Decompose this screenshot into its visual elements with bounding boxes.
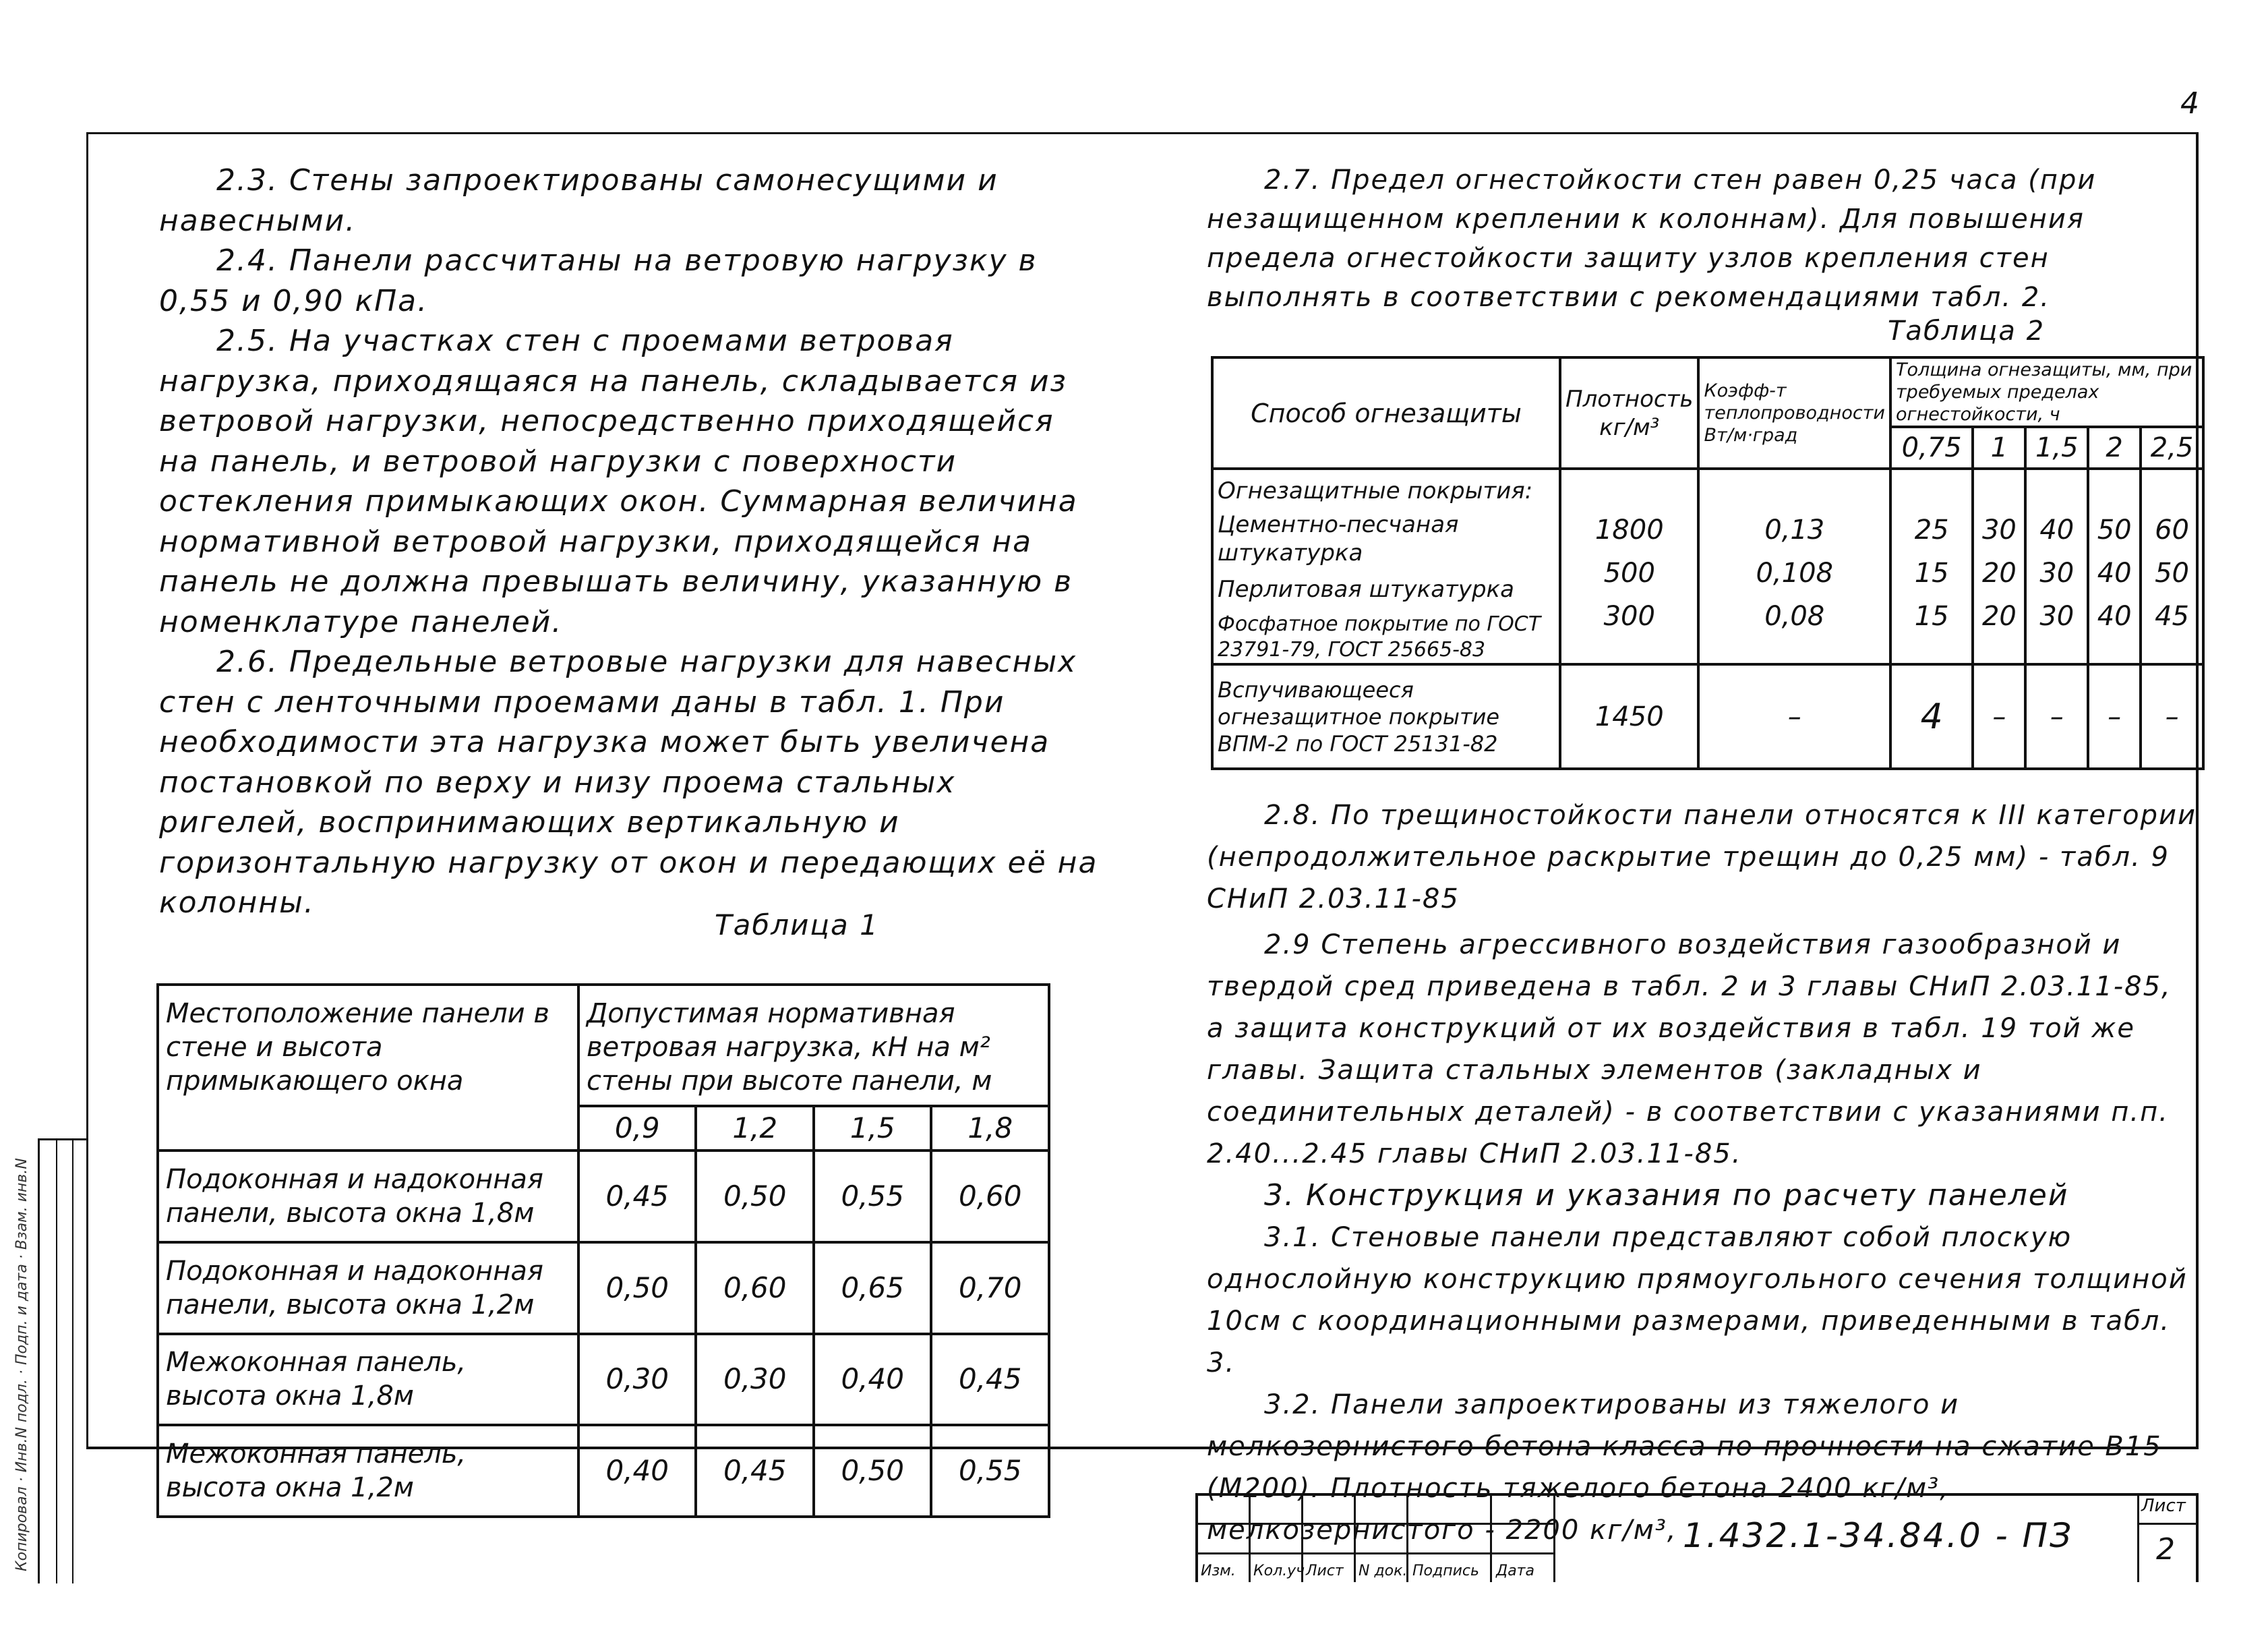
table2-cell: 40 bbox=[2097, 601, 2132, 632]
table1-cell: 0,65 bbox=[814, 1242, 931, 1334]
stamp-label: Кол.уч bbox=[1253, 1563, 1305, 1579]
table2-cell: 45 bbox=[2155, 601, 2190, 632]
table1-cell: 0,55 bbox=[931, 1425, 1049, 1517]
table1-cell: 0,60 bbox=[696, 1242, 813, 1334]
table2-cell: 40 bbox=[2097, 558, 2132, 589]
table1-row-label: Межоконная панель, высота окна 1,8м bbox=[158, 1334, 578, 1426]
paragraph-2-3: 2.3. Стены запроектированы самонесущими и навесными. bbox=[159, 163, 998, 238]
table2-density-cell bbox=[1560, 469, 1698, 664]
table2-cell: 30 bbox=[2039, 558, 2075, 589]
sheet-box-line bbox=[2139, 1523, 2199, 1525]
table1-cell: 0,45 bbox=[931, 1334, 1049, 1426]
paragraph-3-2: 3.2. Панели запроектированы из тяжелого и мелкозернистого бетона класса по прочности на сжатие В15 (М200). Плотность тяжелого бетона 2400 кг/м³, мелкозернистого - 2200 кг/м³, bbox=[1207, 1389, 2162, 1546]
table2-group-title: Огнезащитные покрытия: bbox=[1218, 477, 1533, 504]
table2-cell: 30 bbox=[1981, 515, 2017, 546]
table2-cell: 40 bbox=[2039, 515, 2075, 546]
stamp-label: N док. bbox=[1359, 1563, 1408, 1579]
section-3-heading: 3. Конструкция и указания по расчету панелей bbox=[1264, 1178, 2069, 1213]
sheet-number: 2 bbox=[2156, 1532, 2175, 1567]
table2-cell: – bbox=[2025, 664, 2088, 769]
paragraph-2-4: 2.4. Панели рассчитаны на ветровую нагрузку в 0,55 и 0,90 кПа. bbox=[159, 243, 1038, 318]
table2-head-method: Способ огнезащиты bbox=[1212, 357, 1560, 469]
paragraph-3-1: 3.1. Стеновые панели представляют собой плоскую однослойную конструкцию прямоугольного сечения толщиной 10см с координационными размерами, приведенными в табл. 3. bbox=[1207, 1222, 2188, 1378]
table2-row-name: Фосфатное покрытие по ГОСТ 23791-79, ГОСТ 25665-83 bbox=[1218, 612, 1541, 662]
table2-cell: – bbox=[2141, 664, 2203, 769]
table-row bbox=[1212, 664, 2203, 769]
table2-limit: 1 bbox=[1973, 427, 2025, 469]
table2-col bbox=[2141, 469, 2203, 664]
document-code: 1.432.1-34.84.0 - ПЗ bbox=[1683, 1516, 2074, 1555]
table1-cell: 0,45 bbox=[578, 1151, 696, 1242]
stamp-label: Лист bbox=[1306, 1563, 1344, 1579]
table2-cell: 25 bbox=[1914, 515, 1949, 546]
stamp-label: Подпись bbox=[1412, 1563, 1479, 1579]
table2-limit: 2,5 bbox=[2141, 427, 2203, 469]
table1-head-location: Местоположение панели в стене и высота примыкающего окна bbox=[158, 985, 578, 1151]
table-row bbox=[158, 1425, 1049, 1517]
table2-col bbox=[2088, 469, 2141, 664]
table1-row-label: Подоконная и надоконная панели, высота окна 1,2м bbox=[158, 1242, 578, 1334]
right-column-bottom bbox=[1207, 794, 2198, 1551]
table2-row-name: Вспучивающееся огнезащитное покрытие ВПМ-2 по ГОСТ 25131-82 bbox=[1212, 664, 1560, 769]
table1-cell: 0,55 bbox=[814, 1151, 931, 1242]
binding-strip-text: Копировал · Инв.N подл. · Подп. и дата · Взам. инв.N bbox=[13, 1158, 30, 1571]
table1-cell: 0,45 bbox=[696, 1425, 813, 1517]
table2-col bbox=[1890, 469, 1973, 664]
paragraph-2-8: 2.8. По трещиностойкости панели относятся к III категории (непродолжительное раскрытие трещин до 0,25 мм) - табл. 9 СНиП 2.03.11-85 bbox=[1207, 800, 2197, 914]
paragraph-2-5: 2.5. На участках стен с проемами ветровая нагрузка, приходящаяся на панель, складывается из ветровой нагрузки, непосредственно приходящейся на панель, и ветровой нагрузки с поверхности остекления примыкающих окон. Суммарная величина нормативной ветровой нагрузки, приходящейся на панель не должна превышать величину, указанную в номенклатуре панелей. bbox=[159, 324, 1078, 639]
table1-cell: 0,40 bbox=[814, 1334, 931, 1426]
table2-cell: 0,08 bbox=[1764, 601, 1825, 632]
right-column-top bbox=[1207, 161, 2164, 317]
table2-cell: 0,108 bbox=[1756, 558, 1833, 589]
table-1 bbox=[156, 983, 1050, 1518]
table2-cell: 0,13 bbox=[1764, 515, 1825, 546]
table2-cell: 60 bbox=[2155, 515, 2190, 546]
table2-head-coef: Коэфф-т теплопроводности Вт/м·град bbox=[1698, 357, 1890, 469]
table2-row-name: Перлитовая штукатурка bbox=[1218, 576, 1514, 603]
table2-head-thickness: Толщина огнезащиты, мм, при требуемых пределах огнестойкости, ч bbox=[1890, 357, 2203, 427]
table2-cell: 30 bbox=[2039, 601, 2075, 632]
table1-cell: 0,70 bbox=[931, 1242, 1049, 1334]
strip-line bbox=[56, 1140, 57, 1583]
table2-cell: 1450 bbox=[1560, 664, 1698, 769]
table1-cell: 0,50 bbox=[578, 1242, 696, 1334]
table1-height: 0,9 bbox=[578, 1106, 696, 1151]
table2-cell: 4 bbox=[1890, 664, 1973, 769]
table1-cell: 0,50 bbox=[696, 1151, 813, 1242]
table-row bbox=[158, 1151, 1049, 1242]
table2-cell: 500 bbox=[1603, 558, 1655, 589]
table1-cell: 0,60 bbox=[931, 1151, 1049, 1242]
table2-row-name: Цементно-песчаная штукатурка bbox=[1218, 511, 1459, 566]
table2-head-density: Плотность кг/м³ bbox=[1560, 357, 1698, 469]
sheet-label: Лист bbox=[2141, 1496, 2186, 1516]
stamp-label: Дата bbox=[1496, 1563, 1534, 1579]
paragraph-2-9: 2.9 Степень агрессивного воздействия газообразной и твердой сред приведена в табл. 2 и 3 главы СНиП 2.03.11-85, а защита конструкций от их воздействия в табл. 19 той же главы. Защита стальных элементов (закладных и соединительных деталей) - в соответствии с указаниями п.п. 2.40...2.45 главы СНиП 2.03.11-85. bbox=[1207, 929, 2172, 1169]
table2-cell: – bbox=[1973, 664, 2025, 769]
table2-col bbox=[2025, 469, 2088, 664]
table2-cell: 1800 bbox=[1594, 515, 1664, 546]
table1-cell: 0,30 bbox=[578, 1334, 696, 1426]
table2-cell: 300 bbox=[1603, 601, 1655, 632]
table2-group-cell bbox=[1212, 469, 1560, 664]
table1-cell: 0,50 bbox=[814, 1425, 931, 1517]
table2-caption: Таблица 2 bbox=[1888, 316, 2046, 347]
table1-height: 1,8 bbox=[931, 1106, 1049, 1151]
table1-head-load: Допустимая нормативная ветровая нагрузка, кН на м² стены при высоте панели, м bbox=[578, 985, 1049, 1106]
table2-cell: 15 bbox=[1914, 558, 1949, 589]
stamp-label: Изм. bbox=[1201, 1563, 1236, 1579]
binding-strip bbox=[38, 1138, 86, 1583]
table1-caption: Таблица 1 bbox=[715, 908, 879, 941]
table2-cell: 50 bbox=[2155, 558, 2190, 589]
paragraph-2-6: 2.6. Предельные ветровые нагрузки для навесных стен с ленточными проемами даны в табл. 1. При необходимости эта нагрузка может быть увеличена постановкой по верху и низу проема стальных ригелей, воспринимающих вертикальную и горизонтальную нагрузку от окон и передающих её на колонны. bbox=[159, 645, 1098, 920]
table1-height: 1,2 bbox=[696, 1106, 813, 1151]
table2-coef-cell bbox=[1698, 469, 1890, 664]
table-row bbox=[158, 1334, 1049, 1426]
top-sheet-number: 4 bbox=[2180, 86, 2199, 121]
table2-limit: 1,5 bbox=[2025, 427, 2088, 469]
table2-limit: 2 bbox=[2088, 427, 2141, 469]
table2-cell: 15 bbox=[1914, 601, 1949, 632]
paragraph-2-7: 2.7. Предел огнестойкости стен равен 0,25 часа (при незащищенном креплении к колоннам). Для повышения предела огнестойкости защиту узлов крепления стен выполнять в соответствии с рекомендациями табл. 2. bbox=[1207, 165, 2097, 313]
table-row bbox=[1212, 469, 2203, 664]
table1-cell: 0,30 bbox=[696, 1334, 813, 1426]
table2-cell: 20 bbox=[1981, 601, 2017, 632]
table1-row-label: Подоконная и надоконная панели, высота окна 1,8м bbox=[158, 1151, 578, 1242]
table2-cell: – bbox=[1698, 664, 1890, 769]
table2-cell: – bbox=[2088, 664, 2141, 769]
table2-col bbox=[1973, 469, 2025, 664]
left-column-text bbox=[159, 161, 1103, 923]
table-2 bbox=[1211, 356, 2205, 770]
table2-limit: 0,75 bbox=[1890, 427, 1973, 469]
strip-line bbox=[72, 1140, 73, 1583]
table1-height: 1,5 bbox=[814, 1106, 931, 1151]
table2-cell: 20 bbox=[1981, 558, 2017, 589]
table2-cell: 50 bbox=[2097, 515, 2132, 546]
table-row bbox=[158, 1242, 1049, 1334]
table1-row-label: Межоконная панель, высота окна 1,2м bbox=[158, 1425, 578, 1517]
table1-cell: 0,40 bbox=[578, 1425, 696, 1517]
